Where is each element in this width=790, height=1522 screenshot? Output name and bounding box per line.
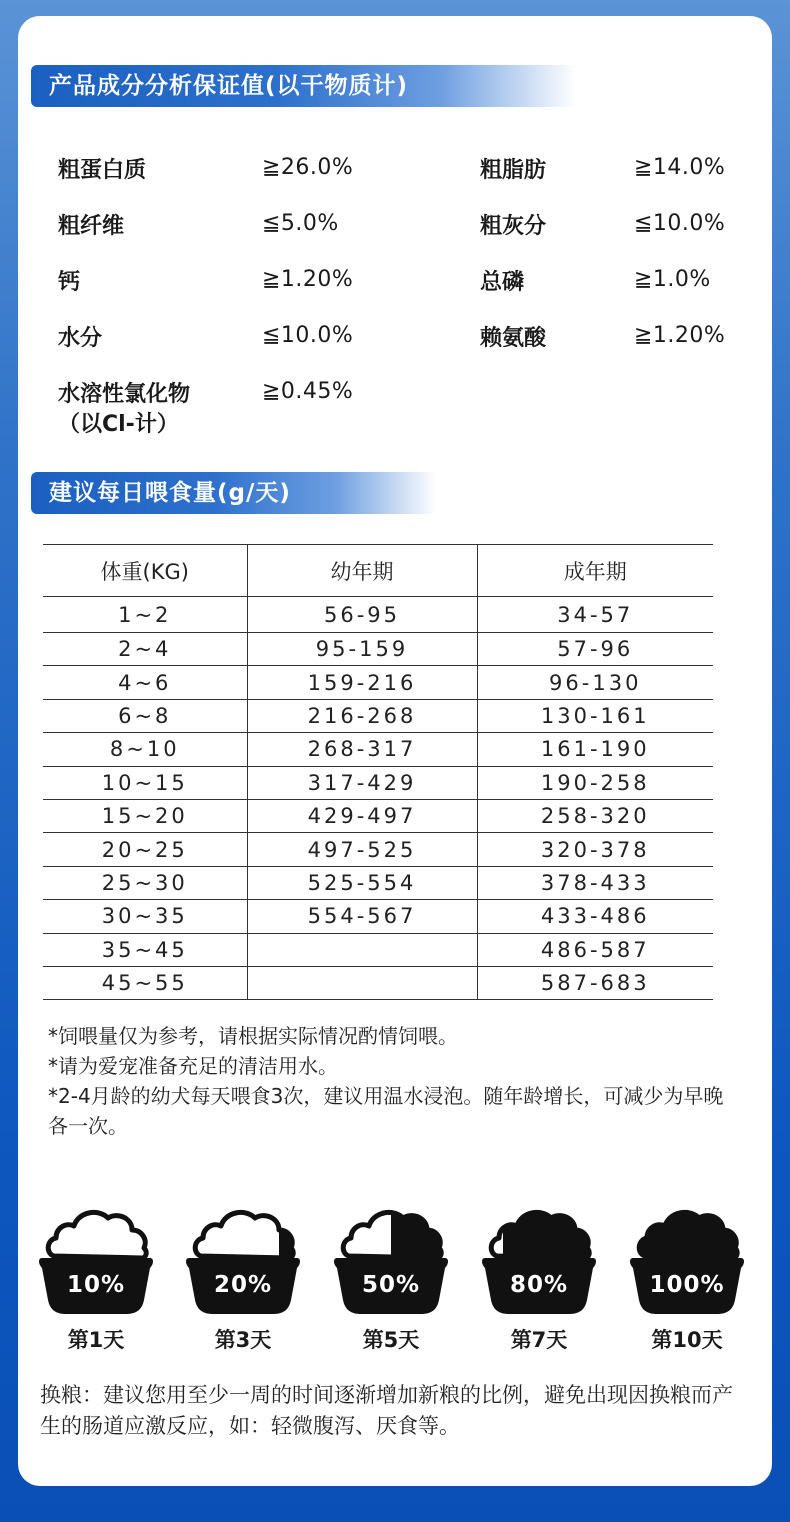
nutrient-value: ≧14.0% [634, 155, 726, 180]
weight-cell: 2~4 [43, 633, 247, 666]
weight-cell: 1~2 [43, 597, 247, 633]
adult-cell: 378-433 [477, 866, 713, 899]
puppy-cell: 216-268 [247, 699, 477, 732]
nutrient-name: 粗灰分 [480, 214, 547, 239]
adult-cell: 320-378 [477, 833, 713, 866]
adult-cell: 486-587 [477, 933, 713, 966]
day-label: 第1天 [67, 1328, 125, 1352]
nutrient-value: ≦10.0% [634, 211, 726, 236]
food-bowl-icon [479, 1196, 599, 1321]
nutrient-name: 赖氨酸 [480, 326, 547, 351]
nutrient-name: 水溶性氯化物 [58, 382, 191, 407]
feeding-notes [48, 1021, 728, 1141]
puppy-cell: 56-95 [247, 597, 477, 633]
percent-label: 100% [649, 1272, 725, 1298]
puppy-cell: 429-497 [247, 799, 477, 832]
puppy-cell: 554-567 [247, 900, 477, 933]
weight-cell: 45~55 [43, 966, 247, 999]
nutrient-name-note: （以Cl-计） [58, 412, 179, 437]
adult-cell: 433-486 [477, 900, 713, 933]
weight-cell: 20~25 [43, 833, 247, 866]
adult-cell: 130-161 [477, 699, 713, 732]
weight-cell: 15~20 [43, 799, 247, 832]
nutrient-name: 钙 [58, 270, 81, 295]
puppy-cell [247, 933, 477, 966]
percent-label: 50% [361, 1272, 421, 1298]
nutrient-value: ≦10.0% [262, 323, 354, 348]
weight-cell: 30~35 [43, 900, 247, 933]
transition-step-1 [36, 1196, 156, 1352]
nutrition-section-title: 产品成分分析保证值(以干物质计) [31, 65, 576, 107]
nutrient-value: ≧1.20% [262, 267, 354, 292]
header-adult: 成年期 [477, 545, 713, 597]
percent-label: 20% [213, 1272, 273, 1298]
weight-cell: 10~15 [43, 766, 247, 799]
table-row [43, 966, 713, 999]
adult-cell: 258-320 [477, 799, 713, 832]
nutrient-value: ≧1.20% [634, 323, 726, 348]
table-row [43, 633, 713, 666]
puppy-cell: 317-429 [247, 766, 477, 799]
table-row [43, 699, 713, 732]
day-label: 第7天 [510, 1328, 568, 1352]
transition-step-2 [183, 1196, 303, 1352]
nutrient-value: ≧1.0% [634, 267, 711, 292]
weight-cell: 35~45 [43, 933, 247, 966]
puppy-cell: 95-159 [247, 633, 477, 666]
feeding-table [43, 544, 713, 1000]
note-text: *请为爱宠准备充足的清洁用水。 [48, 1054, 338, 1078]
table-row [43, 900, 713, 933]
food-bowl-icon [183, 1196, 303, 1321]
weight-cell: 8~10 [43, 733, 247, 766]
nutrient-name: 粗蛋白质 [58, 158, 147, 183]
food-bowl-icon [331, 1196, 451, 1321]
table-row [43, 799, 713, 832]
transition-step-4 [479, 1196, 599, 1352]
note-text: *饲喂量仅为参考，请根据实际情况酌情饲喂。 [48, 1024, 458, 1048]
weight-cell: 25~30 [43, 866, 247, 899]
table-row [43, 766, 713, 799]
nutrient-name: 粗纤维 [58, 214, 125, 239]
nutrient-name: 总磷 [480, 270, 525, 295]
adult-cell: 57-96 [477, 633, 713, 666]
day-label: 第5天 [362, 1328, 420, 1352]
day-label: 第10天 [651, 1328, 723, 1352]
adult-cell: 587-683 [477, 966, 713, 999]
nutrient-value: ≧0.45% [262, 379, 354, 404]
adult-cell: 96-130 [477, 666, 713, 699]
table-row [43, 733, 713, 766]
nutrient-value: ≦5.0% [262, 211, 339, 236]
puppy-cell: 159-216 [247, 666, 477, 699]
table-row [43, 666, 713, 699]
day-label: 第3天 [214, 1328, 272, 1352]
percent-label: 10% [66, 1272, 126, 1298]
adult-cell: 190-258 [477, 766, 713, 799]
transition-step-5 [627, 1196, 747, 1352]
weight-cell: 6~8 [43, 699, 247, 732]
adult-cell: 34-57 [477, 597, 713, 633]
percent-label: 80% [509, 1272, 569, 1298]
food-bowl-icon [627, 1196, 747, 1321]
table-row [43, 866, 713, 899]
adult-cell: 161-190 [477, 733, 713, 766]
food-bowl-icon [36, 1196, 156, 1321]
table-row [43, 597, 713, 633]
header-weight: 体重(KG) [43, 545, 247, 597]
table-header-row [43, 545, 713, 597]
table-row [43, 833, 713, 866]
weight-cell: 4~6 [43, 666, 247, 699]
header-puppy: 幼年期 [247, 545, 477, 597]
nutrient-name: 水分 [58, 326, 103, 351]
note-text: *2-4月龄的幼犬每天喂食3次，建议用温水浸泡。随年龄增长，可减少为早晚各一次。 [48, 1084, 724, 1138]
puppy-cell: 268-317 [247, 733, 477, 766]
nutrient-value: ≧26.0% [262, 155, 354, 180]
puppy-cell [247, 966, 477, 999]
puppy-cell: 497-525 [247, 833, 477, 866]
table-row [43, 933, 713, 966]
puppy-cell: 525-554 [247, 866, 477, 899]
food-switch-note: 换粮：建议您用至少一周的时间逐渐增加新粮的比例，避免出现因换粮而产生的肠道应激反应，如：轻微腹泻、厌食等。 [40, 1383, 733, 1438]
feeding-section-title: 建议每日喂食量(g/天) [31, 472, 436, 514]
transition-step-3 [331, 1196, 451, 1352]
nutrient-name: 粗脂肪 [480, 158, 547, 183]
